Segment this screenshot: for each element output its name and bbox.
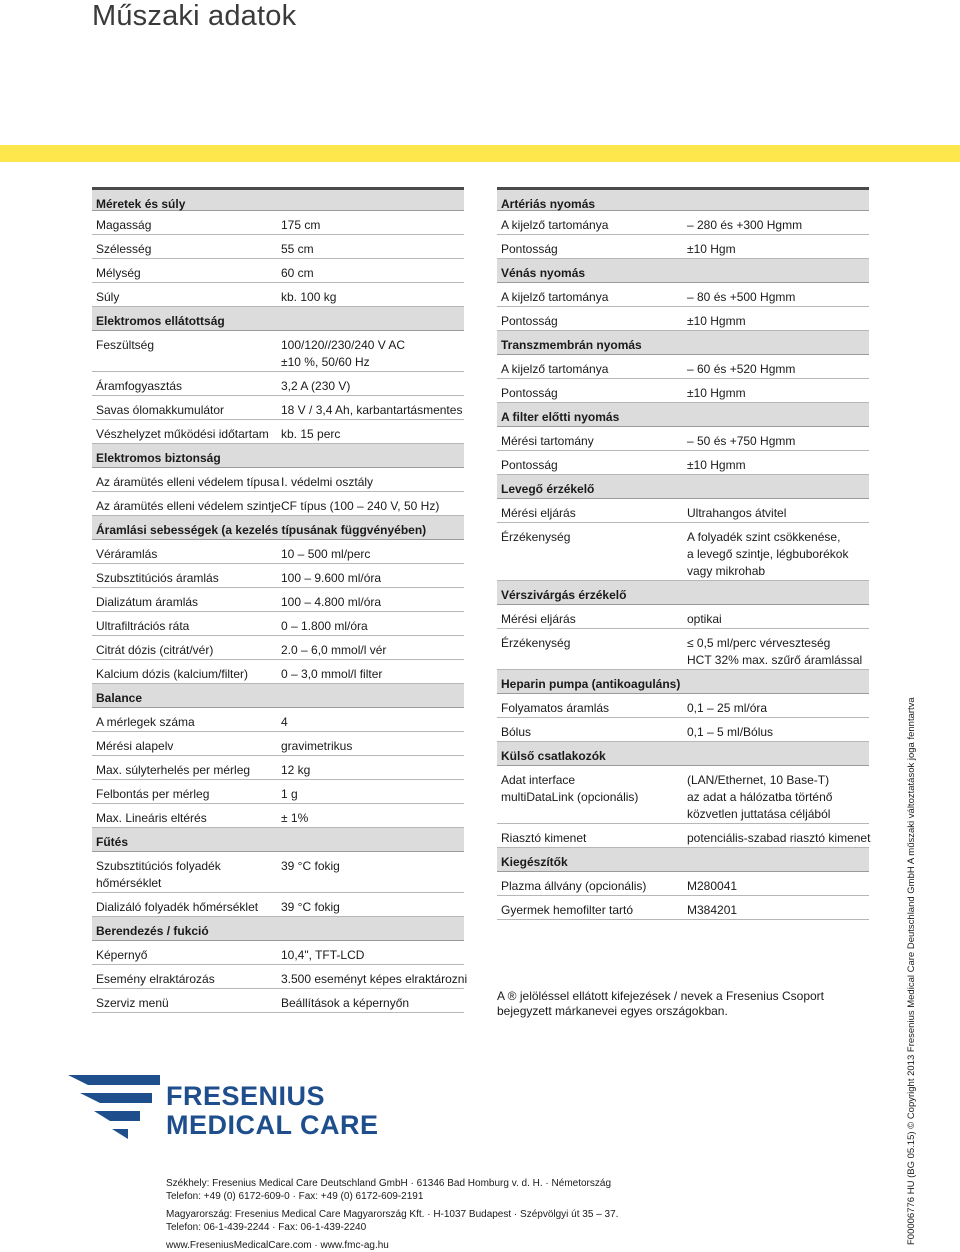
- spec-label: [96, 762, 250, 779]
- spec-value-line: 3.500 eseményt képes elraktározni: [281, 972, 468, 986]
- spec-value: [281, 337, 405, 371]
- section-title: [96, 313, 225, 330]
- spec-value: [687, 635, 862, 669]
- copyright-side-text: F00006776 HU (BG 05.15) © Copyright 2013 Fresenius Medical Care Deutschland GmbH A műszaki változtatások joga fenntartva: [906, 697, 917, 1245]
- spec-row: [497, 499, 869, 523]
- spec-label-line: Pontosság: [501, 314, 558, 328]
- spec-label-line: Citrát dózis (citrát/vér): [96, 643, 214, 657]
- section-title: [501, 587, 626, 604]
- spec-label: [501, 289, 608, 306]
- spec-row: [92, 965, 468, 989]
- spec-row: [92, 660, 464, 684]
- spec-label: [96, 594, 198, 611]
- spec-value-line: 1 g: [281, 787, 298, 801]
- spec-row: [497, 605, 869, 629]
- section-header: [497, 187, 869, 211]
- section-header: [497, 331, 869, 355]
- section-title: [501, 748, 606, 765]
- spec-label: [96, 947, 147, 964]
- spec-value-line: potenciális-szabad riasztó kimenet: [687, 831, 871, 845]
- spec-label-line: Magasság: [96, 218, 152, 232]
- spec-value-line: HCT 32% max. szűrő áramlással: [687, 653, 863, 667]
- spec-value: [687, 772, 832, 823]
- spec-label: [96, 995, 169, 1012]
- spec-label-line: Az áramütés elleni védelem típusa: [96, 475, 280, 489]
- spec-label: [501, 385, 558, 402]
- spec-label-line: Bólus: [501, 725, 532, 739]
- spec-value: [687, 289, 795, 306]
- spec-value-line: 39 °C fokig: [281, 900, 340, 914]
- spec-label: [501, 217, 608, 234]
- spec-value: [687, 902, 737, 919]
- spec-row: [497, 307, 869, 331]
- spec-label-line: Szerviz menü: [96, 996, 169, 1010]
- spec-label-line: Riasztó kimenet: [501, 831, 587, 845]
- section-header: [92, 307, 464, 331]
- spec-value-line: 55 cm: [281, 242, 314, 256]
- spec-row: [497, 523, 869, 581]
- section-title: [501, 676, 680, 693]
- spec-label: [96, 265, 141, 282]
- spec-value-line: CF típus (100 – 240 V, 50 Hz): [281, 499, 440, 513]
- spec-label: [96, 378, 182, 395]
- spec-row: [497, 694, 869, 718]
- spec-row: [497, 211, 869, 235]
- spec-label-line: Érzékenység: [501, 636, 571, 650]
- spec-label: [96, 217, 151, 234]
- section-title: [96, 690, 142, 707]
- spec-label-line: Vérszivárgás érzékelő: [501, 588, 627, 602]
- spec-label-line: Méretek és súly: [96, 197, 186, 211]
- spec-value-line: M384201: [687, 903, 738, 917]
- spec-value-line: 100 – 4.800 ml/óra: [281, 595, 382, 609]
- spec-value-line: kb. 15 perc: [281, 427, 341, 441]
- spec-label-line: Max. Lineáris eltérés: [96, 811, 207, 825]
- spec-label-line: Mérési eljárás: [501, 612, 576, 626]
- spec-value-line: Ultrahangos átvitel: [687, 506, 787, 520]
- contact-line-hq: Székhely: Fresenius Medical Care Deutschland GmbH · 61346 Bad Homburg v. d. H. · Németország: [166, 1178, 612, 1189]
- section-header: [497, 259, 869, 283]
- spec-value-line: 3,2 A (230 V): [281, 379, 351, 393]
- spec-row: [497, 427, 869, 451]
- spec-value-line: ±10 Hgmm: [687, 386, 746, 400]
- spec-label-line: Vénás nyomás: [501, 266, 586, 280]
- spec-value: [281, 217, 320, 234]
- spec-value: [281, 995, 409, 1012]
- spec-label: [96, 899, 258, 916]
- spec-label: [96, 714, 195, 731]
- spec-label: [96, 786, 209, 803]
- spec-value-line: A folyadék szint csökkenése,: [687, 530, 841, 544]
- spec-row: [497, 235, 869, 259]
- section-title: [96, 834, 128, 851]
- spec-label-line: Mérési tartomány: [501, 434, 594, 448]
- spec-label-line: Áramlási sebességek (a kezelés típusának függvényében): [96, 523, 427, 537]
- spec-row: [92, 636, 464, 660]
- spec-label: [501, 241, 558, 258]
- spec-row: [92, 372, 464, 396]
- spec-value: [687, 700, 767, 717]
- yellow-band: [0, 145, 960, 162]
- spec-row: [92, 564, 464, 588]
- spec-label-line: Artériás nyomás: [501, 197, 596, 211]
- spec-label: [501, 830, 586, 847]
- spec-row: [92, 732, 464, 756]
- spec-label-line: Berendezés / fukció: [96, 924, 209, 938]
- spec-label-line: Ultrafiltrációs ráta: [96, 619, 190, 633]
- spec-row: [92, 612, 464, 636]
- contact-info: [166, 1177, 618, 1252]
- spec-label-line: Pontosság: [501, 242, 558, 256]
- spec-value-line: 100/120//230/240 V AC: [281, 338, 406, 352]
- spec-label-line: Dializáló folyadék hőmérséklet: [96, 900, 259, 914]
- section-title: [501, 481, 594, 498]
- section-header: [497, 670, 869, 694]
- spec-row: [497, 355, 869, 379]
- spec-label-line: Kalcium dózis (kalcium/filter): [96, 667, 249, 681]
- spec-row: [92, 468, 464, 492]
- spec-row: [497, 896, 869, 920]
- spec-label: [96, 474, 279, 491]
- spec-label-line: Súly: [96, 290, 120, 304]
- section-header: [92, 516, 464, 540]
- spec-row: [92, 259, 464, 283]
- spec-row: [92, 211, 464, 235]
- spec-value: [687, 724, 773, 741]
- spec-row: [92, 492, 464, 516]
- spec-row: [92, 396, 464, 420]
- spec-value: [687, 830, 870, 847]
- spec-label: [501, 772, 638, 806]
- section-title: [96, 450, 221, 467]
- spec-label-line: Savas ólomakkumulátor: [96, 403, 225, 417]
- spec-value: [687, 217, 802, 234]
- section-header: [497, 403, 869, 427]
- section-header: [92, 828, 464, 852]
- spec-row: [92, 235, 464, 259]
- spec-value: [687, 361, 795, 378]
- spec-value-line: ±10 Hgmm: [687, 458, 746, 472]
- spec-value: [281, 426, 340, 443]
- spec-label-line: Plazma állvány (opcionális): [501, 879, 647, 893]
- spec-label: [96, 498, 281, 515]
- spec-value-line: ≤ 0,5 ml/perc vérveszteség: [687, 636, 831, 650]
- spec-label-line: Kiegészítők: [501, 855, 568, 869]
- spec-label: [96, 570, 219, 587]
- section-title: [501, 337, 642, 354]
- spec-value-line: – 80 és +500 Hgmm: [687, 290, 796, 304]
- section-header: [497, 848, 869, 872]
- section-title: [96, 522, 426, 539]
- section-title: [501, 265, 585, 282]
- spec-value-line: (LAN/Ethernet, 10 Base-T): [687, 773, 830, 787]
- spec-row: [92, 708, 464, 732]
- spec-row: [92, 756, 464, 780]
- spec-value-line: optikai: [687, 612, 722, 626]
- spec-label-line: A kijelző tartománya: [501, 290, 609, 304]
- spec-label: [96, 738, 173, 755]
- company-logo-text: [166, 1082, 379, 1140]
- logo-line-1: FRESENIUS: [166, 1081, 326, 1111]
- spec-label-line: Esemény elraktározás: [96, 972, 215, 986]
- spec-label: [501, 635, 570, 652]
- spec-label-line: A mérlegek száma: [96, 715, 195, 729]
- spec-value: [281, 947, 364, 964]
- spec-label-line: Feszültség: [96, 338, 155, 352]
- spec-label-line: Érzékenység: [501, 530, 571, 544]
- spec-value: [687, 529, 848, 580]
- spec-label-line: Szubsztitúciós folyadék: [96, 859, 221, 873]
- logo-line-2: MEDICAL CARE: [166, 1110, 379, 1140]
- spec-value: [687, 385, 746, 402]
- spec-value-line: – 60 és +520 Hgmm: [687, 362, 796, 376]
- spec-label-line: Mélység: [96, 266, 141, 280]
- spec-row: [497, 379, 869, 403]
- spec-label-line: Pontosság: [501, 386, 558, 400]
- spec-value: [281, 618, 368, 635]
- spec-row: [92, 420, 464, 444]
- spec-value: [281, 899, 340, 916]
- spec-value: [281, 714, 288, 731]
- spec-value-line: 0,1 – 25 ml/óra: [687, 701, 768, 715]
- spec-label: [96, 241, 151, 258]
- spec-value: [281, 971, 467, 988]
- spec-value-line: ±10 %, 50/60 Hz: [281, 355, 370, 369]
- section-title: [96, 923, 209, 940]
- spec-label-line: Szélesség: [96, 242, 152, 256]
- spec-label: [501, 505, 576, 522]
- spec-row: [497, 766, 869, 824]
- contact-websites: www.FreseniusMedicalCare.com · www.fmc-ag.hu: [166, 1240, 389, 1251]
- spec-label-line: Vészhelyzet működési időtartam: [96, 427, 269, 441]
- spec-label-line: Mérési alapelv: [96, 739, 174, 753]
- spec-value: [687, 505, 786, 522]
- spec-label-line: Pontosság: [501, 458, 558, 472]
- spec-row: [497, 451, 869, 475]
- spec-label-line: Elektromos ellátottság: [96, 314, 225, 328]
- spec-label-line: Áramfogyasztás: [96, 379, 183, 393]
- section-title: [501, 409, 619, 426]
- spec-value-line: vagy mikrohab: [687, 564, 766, 578]
- spec-label: [96, 402, 224, 419]
- spec-value-line: 0 – 3,0 mmol/l filter: [281, 667, 383, 681]
- spec-value-line: – 50 és +750 Hgmm: [687, 434, 796, 448]
- spec-value: [687, 457, 746, 474]
- spec-value: [281, 762, 310, 779]
- spec-label-line: Heparin pumpa (antikoaguláns): [501, 677, 681, 691]
- spec-label-line: A kijelző tartománya: [501, 218, 609, 232]
- spec-label: [96, 858, 221, 892]
- spec-value-line: gravimetrikus: [281, 739, 353, 753]
- spec-label-line: A filter előtti nyomás: [501, 410, 620, 424]
- spec-row: [497, 629, 869, 670]
- spec-label: [501, 878, 646, 895]
- right-spec-table: [497, 187, 869, 920]
- spec-value-line: 100 – 9.600 ml/óra: [281, 571, 382, 585]
- spec-value: [281, 265, 314, 282]
- spec-label-line: Transzmembrán nyomás: [501, 338, 642, 352]
- spec-row: [497, 872, 869, 896]
- spec-row: [497, 718, 869, 742]
- spec-value: [281, 666, 382, 683]
- spec-label: [501, 611, 576, 628]
- spec-label-line: Fűtés: [96, 835, 129, 849]
- spec-value-line: 60 cm: [281, 266, 314, 280]
- spec-value-line: kb. 100 kg: [281, 290, 337, 304]
- spec-row: [497, 283, 869, 307]
- spec-value-line: 175 cm: [281, 218, 321, 232]
- spec-label-line: Mérési eljárás: [501, 506, 576, 520]
- spec-label-line: Elektromos biztonság: [96, 451, 221, 465]
- spec-label: [501, 902, 633, 919]
- contact-line-hq-phone: Telefon: +49 (0) 6172-609-0 · Fax: +49 (0) 6172-609-2191: [166, 1191, 424, 1202]
- spec-value-line: ± 1%: [281, 811, 309, 825]
- spec-value-line: a levegő szintje, légbuborékok: [687, 547, 849, 561]
- spec-row: [92, 540, 464, 564]
- spec-label-line: Képernyő: [96, 948, 148, 962]
- spec-value: [281, 378, 350, 395]
- spec-value: [281, 498, 439, 515]
- spec-row: [92, 588, 464, 612]
- spec-label: [501, 361, 608, 378]
- spec-value: [281, 594, 381, 611]
- section-header: [92, 917, 464, 941]
- contact-line-hungary: Magyarország: Fresenius Medical Care Magyarország Kft. · H-1037 Budapest · Szépvölgyi út 35 – 37.: [166, 1209, 619, 1220]
- spec-value-line: 10 – 500 ml/perc: [281, 547, 371, 561]
- spec-label-line: Folyamatos áramlás: [501, 701, 610, 715]
- spec-value-line: Beállítások a képernyőn: [281, 996, 410, 1010]
- spec-row: [92, 852, 464, 893]
- spec-label: [501, 313, 558, 330]
- spec-value: [281, 810, 308, 827]
- spec-label: [501, 433, 594, 450]
- spec-value: [281, 241, 314, 258]
- spec-label-line: A kijelző tartománya: [501, 362, 609, 376]
- spec-value: [281, 570, 381, 587]
- spec-label: [501, 529, 570, 546]
- spec-label: [96, 810, 207, 827]
- spec-row: [92, 989, 464, 1013]
- spec-row: [92, 804, 464, 828]
- section-header: [497, 581, 869, 605]
- spec-value: [281, 289, 336, 306]
- spec-label-line: Külső csatlakozók: [501, 749, 606, 763]
- spec-label-line: Véráramlás: [96, 547, 158, 561]
- spec-value-line: 12 kg: [281, 763, 311, 777]
- spec-value: [687, 313, 746, 330]
- spec-value: [281, 642, 386, 659]
- spec-label: [96, 426, 269, 443]
- spec-value-line: közvetlen juttatása céljából: [687, 807, 831, 821]
- spec-label-line: Max. súlyterhelés per mérleg: [96, 763, 251, 777]
- spec-value: [281, 474, 373, 491]
- spec-value-line: ±10 Hgmm: [687, 314, 746, 328]
- page-title: Műszaki adatok: [92, 0, 297, 32]
- spec-label: [501, 700, 609, 717]
- spec-value-line: 0,1 – 5 ml/Bólus: [687, 725, 774, 739]
- contact-line-hungary-phone: Telefon: 06-1-439-2244 · Fax: 06-1-439-2240: [166, 1222, 367, 1233]
- spec-label-line: Gyermek hemofilter tartó: [501, 903, 634, 917]
- section-header: [92, 684, 464, 708]
- spec-row: [92, 283, 464, 307]
- spec-row: [92, 331, 464, 372]
- spec-value-line: az adat a hálózatba történő: [687, 790, 833, 804]
- spec-value-line: M280041: [687, 879, 738, 893]
- spec-label-line: Balance: [96, 691, 143, 705]
- spec-value: [687, 611, 722, 628]
- spec-label-line: Szubsztitúciós áramlás: [96, 571, 219, 585]
- spec-label: [501, 724, 531, 741]
- spec-label: [501, 457, 558, 474]
- section-header: [92, 444, 464, 468]
- spec-label-line: Levegő érzékelő: [501, 482, 595, 496]
- spec-label: [96, 971, 215, 988]
- spec-label: [96, 546, 157, 563]
- spec-value: [281, 858, 340, 875]
- spec-label: [96, 289, 119, 306]
- left-spec-table: [92, 187, 468, 1013]
- spec-value: [281, 546, 370, 563]
- spec-value-line: 18 V / 3,4 Ah, karbantartásmentes: [281, 403, 463, 417]
- spec-value-line: 4: [281, 715, 288, 729]
- spec-value: [687, 241, 736, 258]
- spec-value: [687, 878, 737, 895]
- section-header: [497, 475, 869, 499]
- trademark-footnote: A ® jelöléssel ellátott kifejezések / nevek a Fresenius Csoport bejegyzett márkanevei egyes országokban.: [497, 989, 824, 1018]
- spec-value-line: I. védelmi osztály: [281, 475, 374, 489]
- spec-label-line: Dializátum áramlás: [96, 595, 199, 609]
- spec-label: [96, 618, 189, 635]
- spec-value-line: – 280 és +300 Hgmm: [687, 218, 803, 232]
- spec-label-line: Az áramütés elleni védelem szintje: [96, 499, 281, 513]
- spec-label-line: Felbontás per mérleg: [96, 787, 210, 801]
- spec-label: [96, 337, 154, 354]
- spec-value: [281, 738, 352, 755]
- section-title: [501, 854, 568, 871]
- spec-label-line: multiDataLink (opcionális): [501, 790, 639, 804]
- section-header: [92, 187, 464, 211]
- spec-row: [92, 780, 464, 804]
- spec-value-line: 39 °C fokig: [281, 859, 340, 873]
- spec-value-line: 0 – 1.800 ml/óra: [281, 619, 368, 633]
- spec-row: [497, 824, 869, 848]
- spec-row: [92, 893, 464, 917]
- spec-label: [96, 666, 248, 683]
- spec-label: [96, 642, 213, 659]
- spec-value: [281, 786, 298, 803]
- spec-value-line: 10,4", TFT-LCD: [281, 948, 365, 962]
- spec-value-line: 2.0 – 6,0 mmol/l vér: [281, 643, 387, 657]
- spec-label-line: Adat interface: [501, 773, 576, 787]
- spec-label-line: hőmérséklet: [96, 876, 162, 890]
- spec-row: [92, 941, 464, 965]
- spec-value: [687, 433, 795, 450]
- section-header: [497, 742, 869, 766]
- spec-value: [281, 402, 462, 419]
- spec-value-line: ±10 Hgm: [687, 242, 736, 256]
